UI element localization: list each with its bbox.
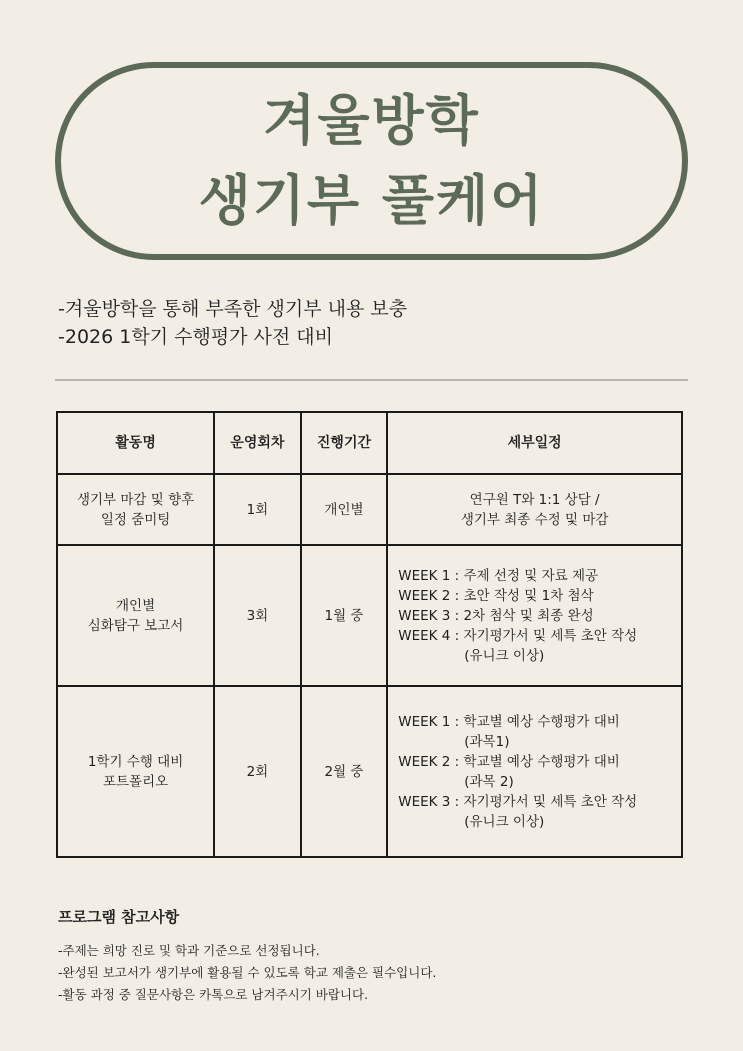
period-cell: 2월 중: [301, 686, 388, 857]
table-row: [57, 686, 682, 857]
schedule-table: [56, 411, 683, 858]
details-cell: 연구원 T와 1:1 상담 / 생기부 최종 수정 및 마감: [387, 474, 682, 545]
activity-cell: 생기부 마감 및 향후 일정 줌미팅: [57, 474, 214, 545]
title-line-1: 겨울방학: [263, 89, 480, 152]
sessions-cell: 3회: [214, 545, 301, 686]
table-row: [57, 545, 682, 686]
title-line-2: 생기부 풀케어: [198, 169, 545, 232]
intro-line: -2026 1학기 수행평가 사전 대비: [58, 326, 333, 348]
title-banner: [55, 62, 688, 260]
intro-text: [58, 295, 407, 351]
intro-line: -겨울방학을 통해 부족한 생기부 내용 보충: [58, 298, 408, 320]
period-cell: 개인별: [301, 474, 388, 545]
note-item: -주제는 희망 진로 및 학과 기준으로 선정됩니다.: [58, 943, 320, 958]
notes-list: [58, 940, 436, 1006]
header-details: 세부일정: [387, 412, 682, 474]
note-item: -활동 과정 중 질문사항은 카톡으로 남겨주시기 바랍니다.: [58, 987, 369, 1002]
notes-title: 프로그램 참고사항: [58, 908, 180, 926]
table-row: [57, 474, 682, 545]
header-sessions: 운영회차: [214, 412, 301, 474]
divider: [55, 379, 688, 381]
table-header-row: [57, 412, 682, 474]
sessions-cell: 1회: [214, 474, 301, 545]
period-cell: 1월 중: [301, 545, 388, 686]
activity-cell: 개인별 심화탐구 보고서: [57, 545, 214, 686]
header-period: 진행기간: [301, 412, 388, 474]
note-item: -완성된 보고서가 생기부에 활용될 수 있도록 학교 제출은 필수입니다.: [58, 965, 437, 980]
sessions-cell: 2회: [214, 686, 301, 857]
activity-cell: 1학기 수행 대비 포트폴리오: [57, 686, 214, 857]
details-cell: WEEK 1 : 학교별 예상 수행평가 대비 (과목1) WEEK 2 : 학교별 예상 수행평가 대비 (과목 2) WEEK 3 : 자기평가서 및 세특 초안 작성 (유니크 이상): [387, 686, 682, 857]
details-cell: WEEK 1 : 주제 선정 및 자료 제공 WEEK 2 : 초안 작성 및 1차 첨삭 WEEK 3 : 2차 첨삭 및 최종 완성 WEEK 4 : 자기평가서 및 세특 초안 작성 (유니크 이상): [387, 545, 682, 686]
header-activity: 활동명: [57, 412, 214, 474]
